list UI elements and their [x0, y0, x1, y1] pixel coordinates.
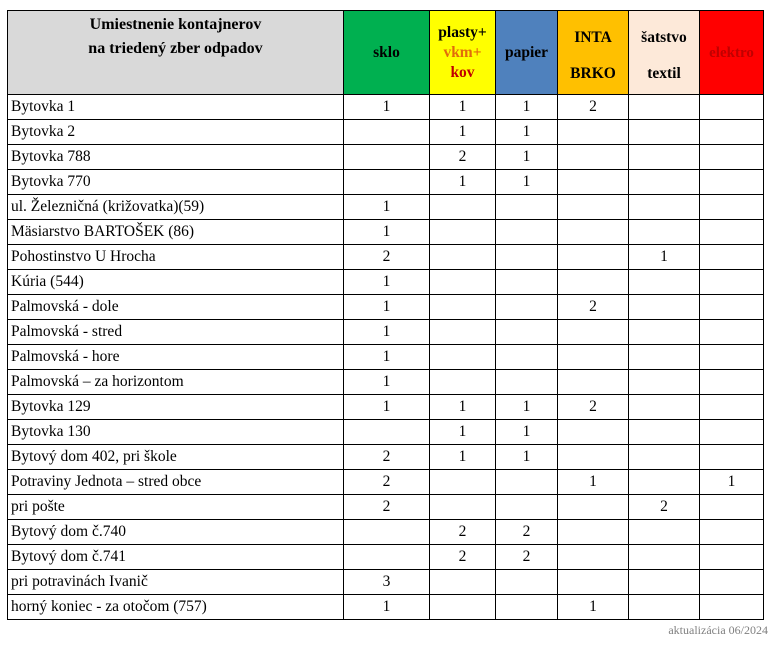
location-name: Bytovka 1 [8, 95, 344, 120]
inta-brko-count [558, 320, 629, 345]
plasty-count: 1 [430, 170, 496, 195]
inta-brko-count: 1 [558, 595, 629, 620]
elektro-count [700, 120, 764, 145]
inta-label: INTA [574, 28, 612, 46]
column-header-plasty [430, 11, 496, 95]
table-row [8, 95, 764, 120]
sklo-count: 3 [344, 570, 430, 595]
satstvo-count [629, 370, 700, 395]
plasty-count: 2 [430, 520, 496, 545]
elektro-count [700, 495, 764, 520]
table-row [8, 220, 764, 245]
location-name: Bytový dom 402, pri škole [8, 445, 344, 470]
location-name: Palmovská - hore [8, 345, 344, 370]
table-row [8, 595, 764, 620]
elektro-count [700, 270, 764, 295]
satstvo-count [629, 145, 700, 170]
table-row [8, 395, 764, 420]
sklo-count: 1 [344, 220, 430, 245]
container-table [7, 10, 764, 620]
location-name: Potraviny Jednota – stred obce [8, 470, 344, 495]
column-header-inta-brko [558, 11, 629, 95]
elektro-count [700, 445, 764, 470]
papier-count: 1 [496, 95, 558, 120]
location-name: Bytovka 130 [8, 420, 344, 445]
column-header-satstvo [629, 11, 700, 95]
location-name: Bytový dom č.741 [8, 545, 344, 570]
elektro-count [700, 395, 764, 420]
papier-count: 1 [496, 120, 558, 145]
location-name: pri potravinách Ivanič [8, 570, 344, 595]
plasty-count [430, 370, 496, 395]
inta-brko-count [558, 570, 629, 595]
header-row [8, 11, 764, 95]
elektro-count [700, 95, 764, 120]
sklo-count [344, 545, 430, 570]
kov-label: kov [450, 63, 475, 81]
elektro-count [700, 520, 764, 545]
sklo-count [344, 120, 430, 145]
papier-count: 2 [496, 545, 558, 570]
elektro-count [700, 420, 764, 445]
elektro-count [700, 595, 764, 620]
papier-count [496, 470, 558, 495]
location-name: Kúria (544) [8, 270, 344, 295]
papier-count: 1 [496, 420, 558, 445]
satstvo-count: 2 [629, 495, 700, 520]
satstvo-count [629, 295, 700, 320]
location-name: Mäsiarstvo BARTOŠEK (86) [8, 220, 344, 245]
satstvo-count [629, 170, 700, 195]
satstvo-count [629, 520, 700, 545]
table-row [8, 470, 764, 495]
satstvo-count [629, 570, 700, 595]
papier-count: 1 [496, 395, 558, 420]
plasty-count: 1 [430, 395, 496, 420]
sklo-count: 1 [344, 345, 430, 370]
satstvo-count [629, 195, 700, 220]
column-header-sklo [344, 11, 430, 95]
inta-brko-count [558, 220, 629, 245]
plasty-count [430, 220, 496, 245]
satstvo-count [629, 545, 700, 570]
textil-label: textil [647, 64, 681, 82]
table-row [8, 195, 764, 220]
sklo-count: 1 [344, 370, 430, 395]
plasty-count [430, 345, 496, 370]
elektro-count [700, 195, 764, 220]
inta-brko-count [558, 270, 629, 295]
location-name: Bytový dom č.740 [8, 520, 344, 545]
papier-count: 1 [496, 145, 558, 170]
plasty-count [430, 295, 496, 320]
papier-count [496, 595, 558, 620]
satstvo-count [629, 345, 700, 370]
table-row [8, 570, 764, 595]
satstvo-label: šatstvo [641, 28, 687, 46]
location-name: Palmovská - dole [8, 295, 344, 320]
plasty-count [430, 470, 496, 495]
inta-brko-count [558, 520, 629, 545]
title-line-2: na triedený zber odpadov [88, 40, 263, 57]
papier-count [496, 345, 558, 370]
elektro-count [700, 245, 764, 270]
satstvo-count: 1 [629, 245, 700, 270]
plasty-count [430, 195, 496, 220]
table-row [8, 370, 764, 395]
sklo-count: 2 [344, 495, 430, 520]
location-name: pri pošte [8, 495, 344, 520]
location-name: Palmovská - stred [8, 320, 344, 345]
satstvo-count [629, 120, 700, 145]
table-row [8, 445, 764, 470]
papier-count [496, 570, 558, 595]
table-row [8, 270, 764, 295]
sklo-count [344, 420, 430, 445]
satstvo-count [629, 395, 700, 420]
elektro-count [700, 220, 764, 245]
plasty-count: 1 [430, 445, 496, 470]
inta-brko-count [558, 370, 629, 395]
title-line-1: Umiestnenie kontajnerov [89, 16, 262, 33]
table-row [8, 120, 764, 145]
plasty-count [430, 595, 496, 620]
table-row [8, 295, 764, 320]
inta-brko-count [558, 170, 629, 195]
table-row [8, 170, 764, 195]
table-row [8, 345, 764, 370]
table-body [8, 95, 764, 620]
sklo-label: sklo [373, 43, 400, 61]
plasty-count [430, 495, 496, 520]
papier-count [496, 195, 558, 220]
sklo-count [344, 520, 430, 545]
inta-brko-count [558, 145, 629, 170]
sklo-count: 1 [344, 295, 430, 320]
elektro-label: elektro [709, 44, 754, 61]
inta-brko-count [558, 495, 629, 520]
sklo-count: 1 [344, 320, 430, 345]
location-name: ul. Železničná (križovatka)(59) [8, 195, 344, 220]
satstvo-count [629, 595, 700, 620]
table-title-header [8, 11, 344, 95]
plasty-count: 1 [430, 420, 496, 445]
papier-count: 1 [496, 170, 558, 195]
plasty-count: 1 [430, 95, 496, 120]
location-name: Bytovka 770 [8, 170, 344, 195]
sklo-count [344, 170, 430, 195]
location-name: horný koniec - za otočom (757) [8, 595, 344, 620]
satstvo-count [629, 445, 700, 470]
inta-brko-count [558, 245, 629, 270]
papier-count [496, 220, 558, 245]
plasty-label: plasty+ [438, 23, 487, 41]
papier-count [496, 270, 558, 295]
inta-brko-count [558, 345, 629, 370]
sklo-count: 1 [344, 95, 430, 120]
elektro-count [700, 370, 764, 395]
table-row [8, 245, 764, 270]
satstvo-count [629, 270, 700, 295]
papier-count: 2 [496, 520, 558, 545]
location-name: Pohostinstvo U Hrocha [8, 245, 344, 270]
papier-count [496, 495, 558, 520]
papier-label: papier [504, 43, 549, 61]
satstvo-count [629, 470, 700, 495]
elektro-count: 1 [700, 470, 764, 495]
table-row [8, 420, 764, 445]
table-row [8, 520, 764, 545]
papier-count [496, 370, 558, 395]
location-name: Bytovka 788 [8, 145, 344, 170]
satstvo-count [629, 95, 700, 120]
papier-count [496, 295, 558, 320]
plasty-count: 1 [430, 120, 496, 145]
column-header-elektro [700, 11, 764, 95]
plasty-count [430, 245, 496, 270]
table-row [8, 320, 764, 345]
inta-brko-count: 2 [558, 95, 629, 120]
papier-count: 1 [496, 445, 558, 470]
elektro-count [700, 170, 764, 195]
elektro-count [700, 545, 764, 570]
sklo-count: 2 [344, 245, 430, 270]
inta-brko-count: 2 [558, 295, 629, 320]
plasty-count: 2 [430, 545, 496, 570]
inta-brko-count: 2 [558, 395, 629, 420]
papier-count [496, 245, 558, 270]
elektro-count [700, 320, 764, 345]
sklo-count: 1 [344, 595, 430, 620]
location-name: Palmovská – za horizontom [8, 370, 344, 395]
table-row [8, 545, 764, 570]
sklo-count: 1 [344, 270, 430, 295]
elektro-count [700, 295, 764, 320]
elektro-count [700, 145, 764, 170]
sklo-count: 2 [344, 445, 430, 470]
inta-brko-count [558, 195, 629, 220]
inta-brko-count [558, 420, 629, 445]
location-name: Bytovka 129 [8, 395, 344, 420]
inta-brko-count [558, 545, 629, 570]
elektro-count [700, 345, 764, 370]
satstvo-count [629, 420, 700, 445]
plasty-count [430, 270, 496, 295]
brko-label: BRKO [570, 64, 616, 82]
inta-brko-count [558, 445, 629, 470]
sklo-count [344, 145, 430, 170]
sklo-count: 1 [344, 195, 430, 220]
vkm-label: vkm+ [443, 43, 482, 61]
plasty-count [430, 570, 496, 595]
column-header-papier [496, 11, 558, 95]
update-note: aktualizácia 06/2024 [668, 623, 768, 637]
satstvo-count [629, 320, 700, 345]
sklo-count: 1 [344, 395, 430, 420]
satstvo-count [629, 220, 700, 245]
inta-brko-count: 1 [558, 470, 629, 495]
table-row [8, 145, 764, 170]
inta-brko-count [558, 120, 629, 145]
papier-count [496, 320, 558, 345]
plasty-count: 2 [430, 145, 496, 170]
table-row [8, 495, 764, 520]
location-name: Bytovka 2 [8, 120, 344, 145]
sklo-count: 2 [344, 470, 430, 495]
plasty-count [430, 320, 496, 345]
elektro-count [700, 570, 764, 595]
